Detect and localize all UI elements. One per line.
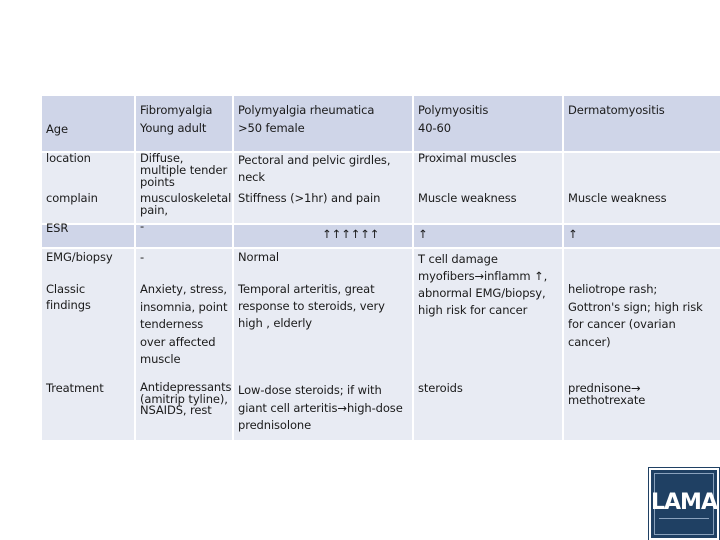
cell-findings-pmr: Temporal arteritis, great response to steroids, very high , elderly [238, 282, 385, 330]
cell-age-pmr: >50 female [238, 121, 305, 135]
header-dermatomyositis: Dermatomyositis [568, 103, 665, 117]
cell-complain-derm: Muscle weakness [568, 191, 667, 205]
row-label-treatment: Treatment [46, 381, 104, 395]
row-label-esr: ESR [46, 221, 69, 235]
cell-findings-fibro: Anxiety, stress, insomnia, point tenderness over affected muscle [140, 282, 228, 366]
cell-esr-poly: ↑ [418, 227, 428, 241]
cell-emg-fibro: - [140, 250, 145, 264]
lama-logo [649, 468, 719, 540]
cell-complain-poly: Muscle weakness [418, 191, 517, 205]
cell-complain-fibro: musculoskeletal pain, [140, 191, 232, 217]
row-label-age: Age [46, 122, 68, 136]
cell-emg-poly: T cell damage myofibers→inflamm ↑, abnormal EMG/biopsy, high risk for cancer [418, 252, 548, 317]
cell-treatment-poly: steroids [418, 381, 463, 395]
row-label-findings: Classic findings [46, 282, 91, 312]
cell-treatment-fibro: Antidepressants (amitrip tyline), NSAIDS, rest [140, 380, 232, 417]
cell-age-fibro: Young adult [140, 121, 207, 135]
cell-esr-pmr: ↑↑↑↑↑↑ [322, 227, 380, 241]
row-label-emg: EMG/biopsy [46, 250, 113, 264]
cell-age-poly: 40-60 [418, 121, 451, 135]
cell-location-poly: Proximal muscles [418, 151, 517, 165]
header-fibromyalgia: Fibromyalgia [140, 103, 213, 117]
cell-esr-fibro: - [140, 219, 145, 233]
row-divider [42, 247, 720, 249]
cell-treatment-pmr: Low-dose steroids; if with giant cell arteritis→high-dose prednisolone [238, 383, 403, 432]
cell-esr-derm: ↑ [568, 227, 578, 241]
row-label-complain: complain [46, 191, 98, 205]
header-polymyositis: Polymyositis [418, 103, 489, 117]
cell-location-fibro: Diffuse, multiple tender points [140, 151, 228, 189]
cell-complain-pmr: Stiffness (>1hr) and pain [238, 191, 381, 205]
cell-location-pmr: Pectoral and pelvic girdles, neck [238, 153, 391, 184]
cell-treatment-derm: prednisone→ methotrexate [568, 381, 646, 407]
row-label-location: location [46, 151, 91, 165]
cell-findings-derm: heliotrope rash; Gottron's sign; high risk for cancer (ovarian cancer) [568, 282, 703, 349]
logo-text: LAMA [651, 490, 717, 515]
cell-emg-pmr: Normal [238, 250, 280, 264]
header-polymyalgia: Polymyalgia rheumatica [238, 103, 375, 117]
